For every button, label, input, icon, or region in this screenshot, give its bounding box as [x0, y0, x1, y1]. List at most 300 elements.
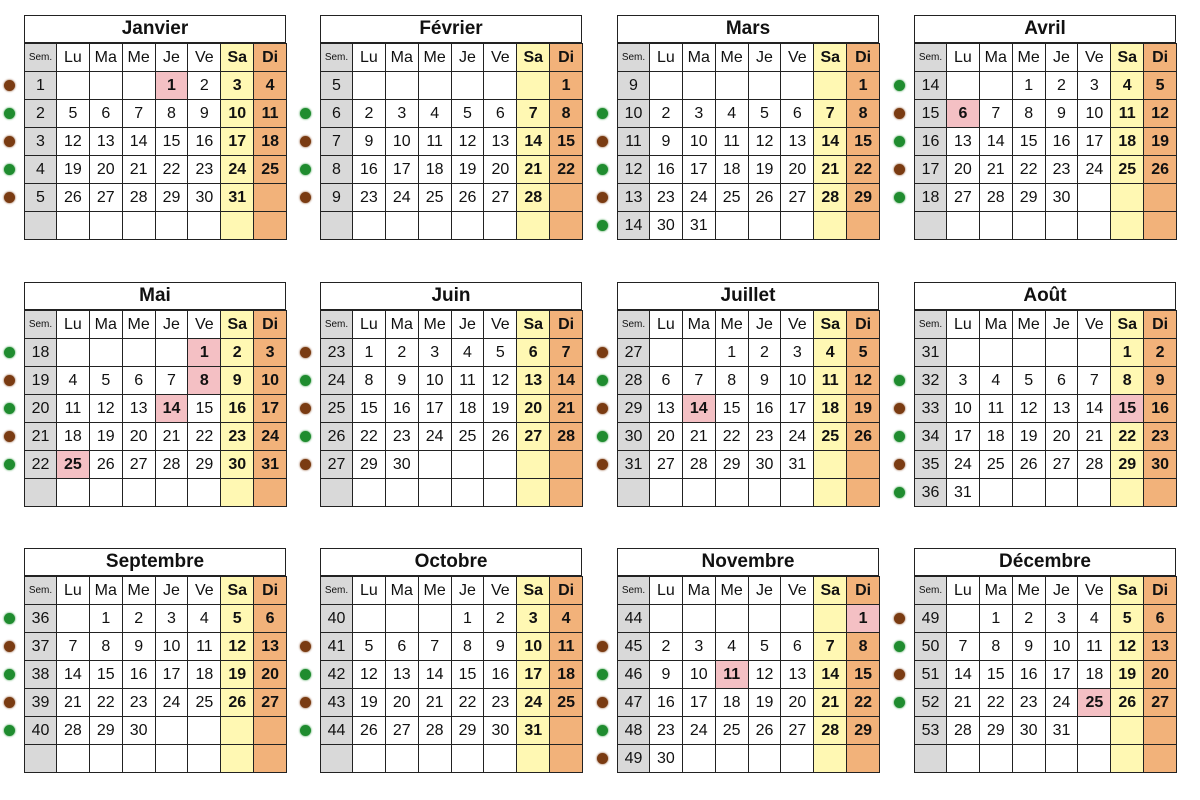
day-cell: 9: [1144, 367, 1177, 395]
holiday-cell: 14: [155, 395, 188, 423]
weekday-header: Je: [451, 44, 484, 72]
day-cell: 25: [814, 423, 847, 451]
day-cell: [254, 717, 287, 745]
week-row: [321, 689, 583, 717]
week-number: 1: [25, 72, 57, 100]
month-grid: [320, 576, 583, 773]
day-cell: 21: [814, 156, 847, 184]
weekday-header-row: [321, 577, 583, 605]
day-cell: 9: [650, 128, 683, 156]
day-cell: 7: [979, 100, 1012, 128]
day-cell: 17: [1078, 128, 1111, 156]
weekday-header: Sa: [814, 44, 847, 72]
week-column-header: Sem.: [321, 44, 353, 72]
day-cell: 28: [517, 184, 550, 212]
day-cell: 6: [385, 633, 418, 661]
day-cell: [550, 479, 583, 507]
day-cell: 7: [155, 367, 188, 395]
day-cell: 5: [1012, 367, 1045, 395]
day-cell: 22: [550, 156, 583, 184]
holiday-cell: 8: [188, 367, 221, 395]
month-title: Juillet: [617, 282, 879, 310]
weekday-header-row: [618, 577, 880, 605]
day-cell: 19: [353, 689, 386, 717]
day-cell: 2: [1144, 339, 1177, 367]
week-number: [321, 745, 353, 773]
day-cell: 18: [57, 423, 90, 451]
day-cell: [1078, 339, 1111, 367]
day-cell: 4: [1078, 605, 1111, 633]
day-cell: [814, 212, 847, 240]
day-cell: 26: [1012, 451, 1045, 479]
day-cell: 18: [1078, 661, 1111, 689]
day-cell: 16: [1012, 661, 1045, 689]
week-number: 35: [915, 451, 947, 479]
day-cell: 29: [1012, 184, 1045, 212]
day-cell: [947, 339, 980, 367]
day-cell: 9: [748, 367, 781, 395]
weekday-header: Di: [847, 311, 880, 339]
weekday-header: Ve: [1078, 311, 1111, 339]
weekday-header: Lu: [947, 44, 980, 72]
week-number: 31: [915, 339, 947, 367]
week-row: [915, 717, 1177, 745]
weekday-header-row: [915, 311, 1177, 339]
day-cell: 2: [1045, 72, 1078, 100]
day-cell: 30: [1045, 184, 1078, 212]
week-column-header: Sem.: [915, 311, 947, 339]
week-row: [321, 100, 583, 128]
day-cell: [847, 451, 880, 479]
week-row: [25, 367, 287, 395]
green-week-dot-icon: [894, 136, 905, 147]
weekday-header: Sa: [517, 311, 550, 339]
week-number: 11: [618, 128, 650, 156]
day-cell: 9: [650, 661, 683, 689]
day-cell: 10: [418, 367, 451, 395]
day-cell: 14: [550, 367, 583, 395]
day-cell: 4: [418, 100, 451, 128]
day-cell: [847, 212, 880, 240]
week-number: 43: [321, 689, 353, 717]
weekday-header: Je: [1045, 311, 1078, 339]
brown-week-dot-icon: [894, 613, 905, 624]
week-row: [618, 423, 880, 451]
day-cell: 11: [188, 633, 221, 661]
day-cell: 3: [1045, 605, 1078, 633]
day-cell: 20: [385, 689, 418, 717]
week-number: 39: [25, 689, 57, 717]
day-cell: 20: [1144, 661, 1177, 689]
week-column-header: Sem.: [618, 44, 650, 72]
day-cell: 16: [221, 395, 254, 423]
weekday-header: Di: [847, 577, 880, 605]
day-cell: 19: [847, 395, 880, 423]
day-cell: 10: [385, 128, 418, 156]
weekday-header: Lu: [650, 577, 683, 605]
month-7: [617, 282, 880, 507]
day-cell: 16: [1045, 128, 1078, 156]
brown-week-dot-icon: [597, 347, 608, 358]
day-cell: 25: [418, 184, 451, 212]
day-cell: 10: [947, 395, 980, 423]
week-number: 40: [25, 717, 57, 745]
day-cell: 19: [484, 395, 517, 423]
day-cell: 17: [221, 128, 254, 156]
weekday-header: Je: [1045, 577, 1078, 605]
day-cell: 3: [682, 633, 715, 661]
weekday-header-row: [25, 577, 287, 605]
month-grid: [320, 43, 583, 240]
weekday-header: Me: [1012, 44, 1045, 72]
day-cell: 20: [89, 156, 122, 184]
day-cell: 15: [1012, 128, 1045, 156]
day-cell: 30: [748, 451, 781, 479]
day-cell: [748, 745, 781, 773]
week-number: 40: [321, 605, 353, 633]
day-cell: 17: [254, 395, 287, 423]
green-week-dot-icon: [300, 108, 311, 119]
brown-week-dot-icon: [4, 80, 15, 91]
day-cell: 5: [748, 100, 781, 128]
week-row: [915, 661, 1177, 689]
day-cell: 14: [814, 661, 847, 689]
day-cell: 12: [484, 367, 517, 395]
day-cell: [385, 745, 418, 773]
day-cell: [484, 451, 517, 479]
day-cell: 1: [1111, 339, 1144, 367]
week-row: [321, 423, 583, 451]
day-cell: 22: [979, 689, 1012, 717]
week-column-header: Sem.: [618, 577, 650, 605]
weekday-header: Sa: [814, 577, 847, 605]
week-row: [618, 156, 880, 184]
week-number: 33: [915, 395, 947, 423]
week-row: [618, 184, 880, 212]
day-cell: [385, 479, 418, 507]
day-cell: 25: [550, 689, 583, 717]
day-cell: [57, 212, 90, 240]
week-row: [915, 184, 1177, 212]
day-cell: [122, 339, 155, 367]
brown-week-dot-icon: [894, 108, 905, 119]
brown-week-dot-icon: [597, 753, 608, 764]
day-cell: 28: [550, 423, 583, 451]
day-cell: [715, 212, 748, 240]
week-row: [321, 367, 583, 395]
green-week-dot-icon: [894, 375, 905, 386]
month-4: [914, 15, 1177, 240]
day-cell: 7: [517, 100, 550, 128]
brown-week-dot-icon: [597, 697, 608, 708]
day-cell: [517, 745, 550, 773]
day-cell: 26: [221, 689, 254, 717]
week-number: 26: [321, 423, 353, 451]
week-row: [618, 605, 880, 633]
weekday-header: Sa: [1111, 311, 1144, 339]
brown-week-dot-icon: [300, 347, 311, 358]
week-row: [915, 451, 1177, 479]
day-cell: 17: [781, 395, 814, 423]
day-cell: 29: [847, 184, 880, 212]
day-cell: 13: [781, 661, 814, 689]
day-cell: 30: [188, 184, 221, 212]
day-cell: [847, 479, 880, 507]
weekday-header: Je: [748, 311, 781, 339]
day-cell: 18: [715, 156, 748, 184]
day-cell: 13: [1144, 633, 1177, 661]
day-cell: [814, 72, 847, 100]
day-cell: [122, 212, 155, 240]
week-number: 20: [25, 395, 57, 423]
day-cell: 28: [947, 717, 980, 745]
week-number: 41: [321, 633, 353, 661]
day-cell: [550, 745, 583, 773]
day-cell: 1: [451, 605, 484, 633]
day-cell: 24: [517, 689, 550, 717]
weekday-header: Ma: [979, 311, 1012, 339]
green-week-dot-icon: [597, 164, 608, 175]
day-cell: 5: [847, 339, 880, 367]
month-title: Mai: [24, 282, 286, 310]
weekday-header: Di: [254, 311, 287, 339]
day-cell: 7: [418, 633, 451, 661]
week-number: [25, 745, 57, 773]
weekday-header: Ve: [781, 577, 814, 605]
day-cell: 22: [715, 423, 748, 451]
week-row: [25, 212, 287, 240]
weekday-header: Me: [122, 311, 155, 339]
day-cell: 17: [947, 423, 980, 451]
day-cell: [385, 212, 418, 240]
week-number: 30: [618, 423, 650, 451]
day-cell: 16: [650, 156, 683, 184]
day-cell: [122, 745, 155, 773]
green-week-dot-icon: [894, 80, 905, 91]
day-cell: 27: [122, 451, 155, 479]
weekday-header: Sa: [221, 44, 254, 72]
day-cell: 24: [155, 689, 188, 717]
day-cell: 3: [254, 339, 287, 367]
weekday-header: Ma: [89, 44, 122, 72]
week-row: [321, 72, 583, 100]
day-cell: 26: [484, 423, 517, 451]
day-cell: 15: [847, 661, 880, 689]
week-number: 31: [618, 451, 650, 479]
day-cell: 29: [353, 451, 386, 479]
day-cell: 21: [122, 156, 155, 184]
week-row: [618, 212, 880, 240]
day-cell: 20: [947, 156, 980, 184]
day-cell: 18: [979, 423, 1012, 451]
week-row: [915, 479, 1177, 507]
day-cell: 14: [57, 661, 90, 689]
day-cell: [1078, 745, 1111, 773]
day-cell: 18: [550, 661, 583, 689]
week-column-header: Sem.: [25, 311, 57, 339]
day-cell: [484, 72, 517, 100]
weekday-header: Ma: [979, 44, 1012, 72]
day-cell: 4: [451, 339, 484, 367]
weekday-header: Lu: [650, 311, 683, 339]
day-cell: 28: [1078, 451, 1111, 479]
weekday-header: Sa: [517, 577, 550, 605]
week-row: [618, 128, 880, 156]
day-cell: 10: [254, 367, 287, 395]
week-row: [321, 661, 583, 689]
day-cell: [89, 479, 122, 507]
weekday-header: Ve: [781, 311, 814, 339]
day-cell: 24: [1078, 156, 1111, 184]
weekday-header: Di: [847, 44, 880, 72]
week-number: 19: [25, 367, 57, 395]
day-cell: 29: [155, 184, 188, 212]
day-cell: 10: [682, 128, 715, 156]
day-cell: [1144, 212, 1177, 240]
day-cell: 7: [550, 339, 583, 367]
month-title: Juin: [320, 282, 582, 310]
day-cell: 21: [550, 395, 583, 423]
green-week-dot-icon: [597, 220, 608, 231]
day-cell: [89, 339, 122, 367]
day-cell: 15: [550, 128, 583, 156]
day-cell: 31: [254, 451, 287, 479]
brown-week-dot-icon: [300, 641, 311, 652]
day-cell: [451, 212, 484, 240]
week-row: [618, 395, 880, 423]
week-row: [321, 717, 583, 745]
week-row: [25, 479, 287, 507]
day-cell: [418, 745, 451, 773]
day-cell: [221, 745, 254, 773]
day-cell: 25: [979, 451, 1012, 479]
day-cell: [155, 479, 188, 507]
month-9: [24, 548, 287, 773]
week-number: 10: [618, 100, 650, 128]
day-cell: 16: [353, 156, 386, 184]
day-cell: 14: [947, 661, 980, 689]
day-cell: 10: [155, 633, 188, 661]
day-cell: [814, 451, 847, 479]
month-2: [320, 15, 583, 240]
day-cell: 30: [122, 717, 155, 745]
day-cell: [682, 745, 715, 773]
day-cell: 31: [682, 212, 715, 240]
day-cell: 23: [1012, 689, 1045, 717]
week-row: [25, 184, 287, 212]
day-cell: 12: [451, 128, 484, 156]
day-cell: [715, 72, 748, 100]
day-cell: 15: [188, 395, 221, 423]
day-cell: 27: [254, 689, 287, 717]
week-number: 44: [321, 717, 353, 745]
weekday-header: Sa: [1111, 44, 1144, 72]
month-title: Mars: [617, 15, 879, 43]
day-cell: 24: [682, 717, 715, 745]
weekday-header-row: [321, 44, 583, 72]
day-cell: 26: [748, 184, 781, 212]
month-grid: [24, 576, 287, 773]
week-row: [321, 451, 583, 479]
day-cell: 11: [1111, 100, 1144, 128]
week-row: [25, 395, 287, 423]
green-week-dot-icon: [597, 725, 608, 736]
week-row: [321, 212, 583, 240]
day-cell: 6: [1144, 605, 1177, 633]
day-cell: [550, 451, 583, 479]
day-cell: 19: [451, 156, 484, 184]
day-cell: 29: [715, 451, 748, 479]
weekday-header: Lu: [353, 311, 386, 339]
week-row: [618, 479, 880, 507]
green-week-dot-icon: [894, 697, 905, 708]
day-cell: 10: [781, 367, 814, 395]
day-cell: [451, 479, 484, 507]
day-cell: 7: [814, 100, 847, 128]
day-cell: 25: [254, 156, 287, 184]
week-number: 7: [321, 128, 353, 156]
day-cell: [484, 745, 517, 773]
day-cell: 23: [1144, 423, 1177, 451]
green-week-dot-icon: [4, 725, 15, 736]
weekday-header-row: [321, 311, 583, 339]
day-cell: 25: [715, 184, 748, 212]
day-cell: [353, 605, 386, 633]
week-column-header: Sem.: [915, 44, 947, 72]
day-cell: [385, 605, 418, 633]
day-cell: [979, 339, 1012, 367]
day-cell: 12: [221, 633, 254, 661]
day-cell: 8: [550, 100, 583, 128]
brown-week-dot-icon: [597, 641, 608, 652]
weekday-header: Di: [1144, 311, 1177, 339]
day-cell: 28: [57, 717, 90, 745]
weekday-header: Sa: [814, 311, 847, 339]
day-cell: 8: [715, 367, 748, 395]
day-cell: [979, 745, 1012, 773]
day-cell: 12: [847, 367, 880, 395]
day-cell: [155, 745, 188, 773]
day-cell: 12: [57, 128, 90, 156]
day-cell: 21: [947, 689, 980, 717]
week-number: 48: [618, 717, 650, 745]
month-title: Février: [320, 15, 582, 43]
weekday-header: Lu: [57, 577, 90, 605]
day-cell: 23: [385, 423, 418, 451]
day-cell: [1144, 745, 1177, 773]
month-grid: [320, 310, 583, 507]
day-cell: [57, 339, 90, 367]
brown-week-dot-icon: [894, 669, 905, 680]
day-cell: [418, 212, 451, 240]
day-cell: 8: [1111, 367, 1144, 395]
day-cell: 5: [89, 367, 122, 395]
day-cell: 15: [353, 395, 386, 423]
weekday-header: Lu: [353, 44, 386, 72]
day-cell: 17: [517, 661, 550, 689]
day-cell: 17: [418, 395, 451, 423]
day-cell: 20: [1045, 423, 1078, 451]
day-cell: 30: [650, 212, 683, 240]
day-cell: [385, 72, 418, 100]
day-cell: 11: [418, 128, 451, 156]
week-number: 5: [321, 72, 353, 100]
weekday-header: Lu: [57, 44, 90, 72]
day-cell: 14: [814, 128, 847, 156]
day-cell: 20: [517, 395, 550, 423]
day-cell: 30: [385, 451, 418, 479]
day-cell: 21: [418, 689, 451, 717]
